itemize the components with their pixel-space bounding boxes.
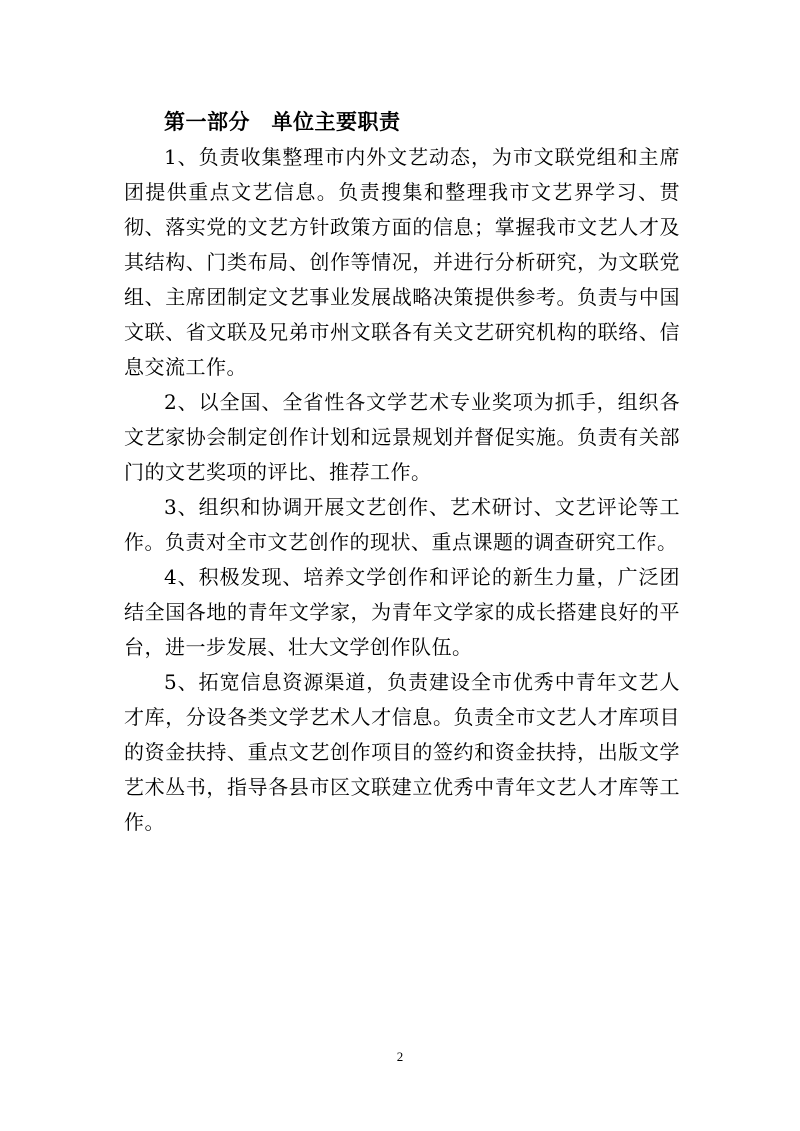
paragraph-2: 2、以全国、全省性各文学艺术专业奖项为抓手，组织各文艺家协会制定创作计划和远景规划并督促实施。负责有关部门的文艺奖项的评比、推荐工作。 xyxy=(124,390,680,484)
paragraph-1: 1、负责收集整理市内外文艺动态，为市文联党组和主席团提供重点文艺信息。负责搜集和整理我市文艺界学习、贯彻、落实党的文艺方针政策方面的信息；掌握我市文艺人才及其结构、门类布局、创作等情况，并进行分析研究，为文联党组、主席团制定文艺事业发展战略决策提供参考。负责与中国文联、省文联及兄弟市州文联各有关文艺研究机构的联络、信息交流工作。 xyxy=(124,145,680,379)
document-body xyxy=(124,140,680,840)
paragraph-5: 5、拓宽信息资源渠道，负责建设全市优秀中青年文艺人才库，分设各类文学艺术人才信息。负责全市文艺人才库项目的资金扶持、重点文艺创作项目的签约和资金扶持，出版文学艺术丛书，指导各县市区文联建立优秀中青年文艺人才库等工作。 xyxy=(124,670,680,834)
paragraph-3: 3、组织和协调开展文艺创作、艺术研讨、文艺评论等工作。负责对全市文艺创作的现状、重点课题的调查研究工作。 xyxy=(124,495,680,554)
paragraph-4: 4、积极发现、培养文学创作和评论的新生力量，广泛团结全国各地的青年文学家，为青年文学家的成长搭建良好的平台，进一步发展、壮大文学创作队伍。 xyxy=(124,565,680,659)
page-number: 2 xyxy=(396,1049,404,1064)
section-heading: 第一部分 单位主要职责 xyxy=(164,110,401,134)
